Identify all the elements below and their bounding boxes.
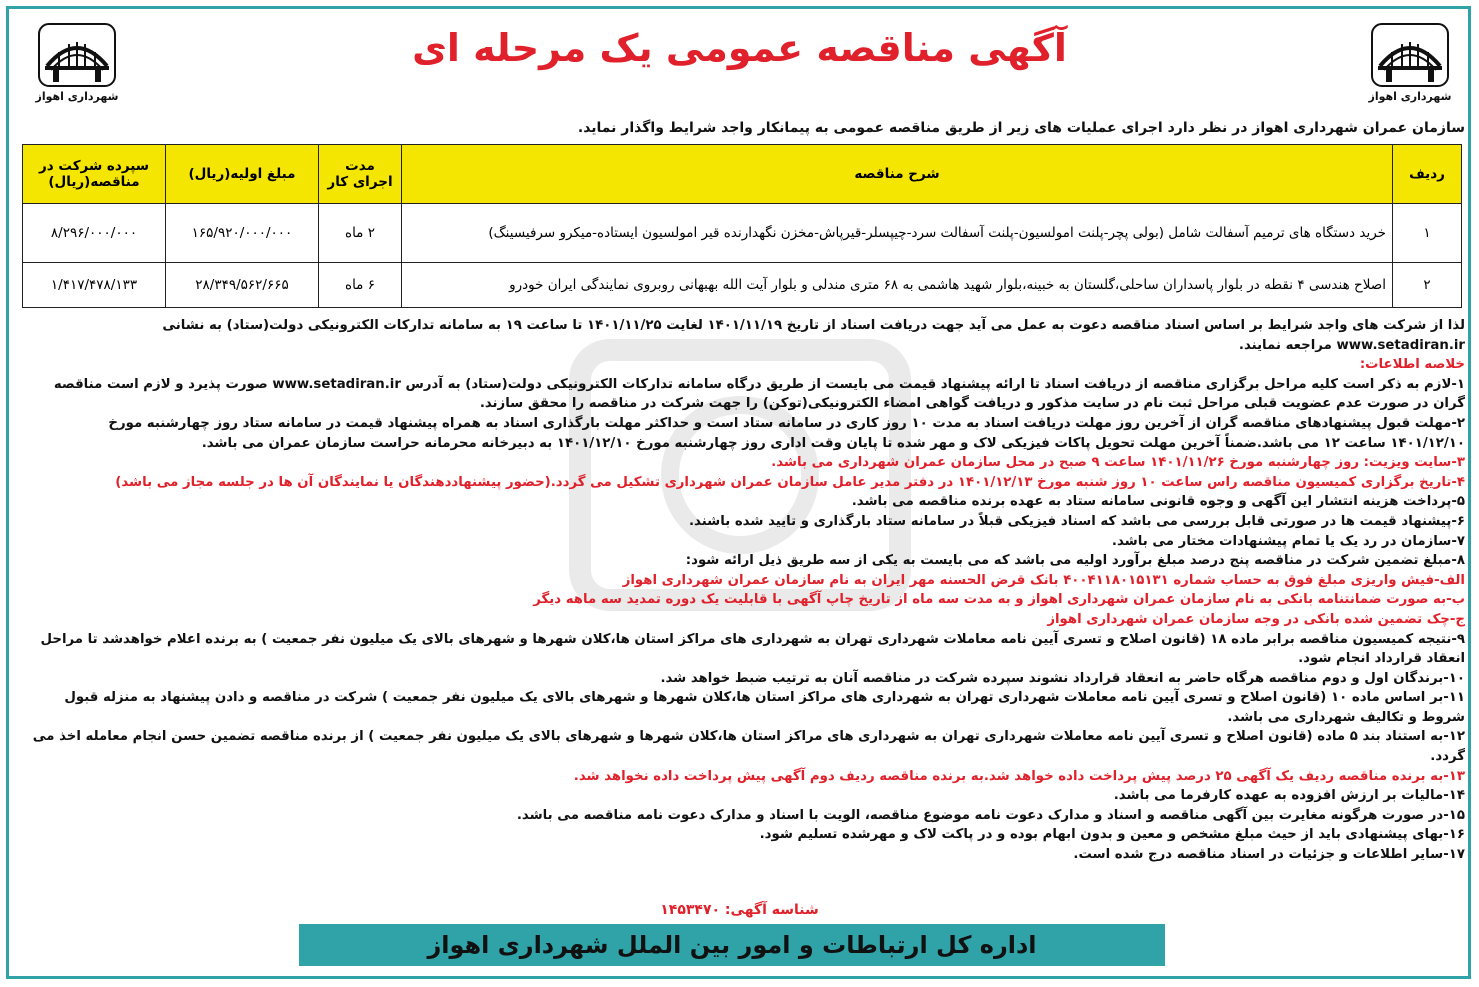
- cell-row-no: ۲: [1393, 263, 1462, 308]
- cell-row-no: ۱: [1393, 204, 1462, 263]
- notice-title: آگهی مناقصه عمومی یک مرحله ای: [412, 26, 1067, 70]
- list-item: ۷-سازمان در رد یک یا تمام پیشنهادات مختار می باشد.: [1111, 533, 1465, 549]
- cell-description: اصلاح هندسی ۴ نقطه در بلوار پاسداران ساحلی،گلستان به خبینه،بلوار شهید هاشمی به ۶۸ متری مندلی و بلوار آیت الله بهبهانی روبروی نمایندگی ایران خودرو: [402, 263, 1393, 308]
- table-row: [23, 204, 1462, 263]
- list-item: ۶-پیشنهاد قیمت ها در صورتی قابل بررسی می باشد که اسناد فیزیکی قبلاً در سامانه ستاد بارگذاری و تایید شده باشند.: [688, 513, 1465, 529]
- cell-duration: ۲ ماه: [319, 204, 402, 263]
- cell-deposit: ۸/۲۹۶/۰۰۰/۰۰۰: [23, 204, 166, 263]
- logo-caption: شهرداری اهواز: [35, 90, 119, 103]
- list-item: ج-چک تضمین شده بانکی در وجه سازمان عمران شهرداری اهواز: [1047, 611, 1465, 627]
- list-item: ۱۷-سایر اطلاعات و جزئیات در اسناد مناقصه درج شده است.: [1073, 847, 1465, 863]
- invite-paragraph: لذا از شرکت های واجد شرایط بر اساس اسناد مناقصه دعوت به عمل می آید جهت دریافت اسناد از تاریخ ۱۴۰۱/۱۱/۱۹ لغایت ۱۴۰۱/۱۱/۲۵ تا ساعت ۱۹ به سامانه تدارکات الکترونیکی دولت(ستاد) به نشانی www.setadiran.ir مراجعه نمایند.: [162, 318, 1465, 353]
- table-row: [23, 263, 1462, 308]
- cell-deposit: ۱/۴۱۷/۴۷۸/۱۳۳: [23, 263, 166, 308]
- list-item: ۹-نتیجه کمیسیون مناقصه برابر ماده ۱۸ (قانون اصلاح و تسری آیین نامه معاملات شهرداری تهران به شهرداری های مراکز استان ها،کلان شهرها و شهرهای بالای یک میلیون نفر جمعیت ) به برنده اعلام خواهدشد تا مراحل انعقاد قرارداد انجام شود.: [40, 631, 1465, 667]
- footer-banner: اداره کل ارتباطات و امور بین الملل شهرداری اهواز: [299, 924, 1165, 966]
- list-item: ۱۴-مالیات بر ارزش افزوده به عهده کارفرما می باشد.: [1113, 788, 1465, 804]
- list-item: ۱۰-برندگان اول و دوم مناقصه هرگاه حاضر به انعقاد قرارداد نشوند سپرده شرکت در مناقصه آنان به ترتیب ضبط خواهد شد.: [660, 670, 1465, 686]
- list-item: ۸-مبلغ تضمین شرکت در مناقصه پنج درصد مبلغ برآورد اولیه می باشد که می بایست به یکی از سه طریق ذیل ارائه شود:: [685, 553, 1465, 569]
- ad-id: شناسه آگهی: ۱۴۵۳۴۷۰: [660, 902, 819, 918]
- header-row-no: ردیف: [1393, 145, 1462, 204]
- list-item: ۱۲-به استناد بند ۵ ماده (قانون اصلاح و تسری آیین نامه معاملات شهرداری تهران به شهرداری های مراکز استان ها،کلان شهرها و شهرهای بالای یک میلیون نفر جمعیت ) از برنده مناقصه تضمین حسن انجام معامله اخذ می گردد.: [32, 729, 1465, 765]
- header-deposit: سپرده شرکت در مناقصه(ریال): [23, 145, 166, 204]
- list-item: ۱۶-بهای پیشنهادی باید از حیث مبلغ مشخص و معین و بدون ابهام بوده و در پاکت لاک و مهرشده تسلیم شود.: [759, 827, 1465, 843]
- intro-text: سازمان عمران شهرداری اهواز در نظر دارد اجرای عملیات های زیر از طریق مناقصه عمومی به پیمانکار واجد شرایط واگذار نماید.: [577, 120, 1465, 136]
- cell-initial-amount: ۱۶۵/۹۲۰/۰۰۰/۰۰۰: [166, 204, 319, 263]
- list-item: ۱۱-بر اساس ماده ۱۰ (قانون اصلاح و تسری آیین نامه معاملات شهرداری تهران به شهرداری های مراکز استان ها،کلان شهرها و شهرهای بالای یک میلیون نفر جمعیت ) شرکت در مناقصه و دادن پیشنهاد به منزله قبول شروط و تکالیف شهرداری می باشد.: [64, 690, 1465, 725]
- list-item: ۵-پرداخت هزینه انتشار این آگهی و وجوه قانونی سامانه ستاد به عهده برنده مناقصه می باشد.: [851, 494, 1465, 510]
- list-item: ۱۳-به برنده مناقصه ردیف یک آگهی ۲۵ درصد پیش پرداخت داده خواهد شد.به برنده مناقصه ردیف دوم آگهی پیش پرداخت داده نخواهد شد.: [573, 768, 1465, 784]
- tender-table: [22, 144, 1462, 308]
- header-description: شرح مناقصه: [402, 145, 1393, 204]
- notice-body: [30, 316, 1465, 865]
- cell-initial-amount: ۲۸/۳۴۹/۵۶۲/۶۶۵: [166, 263, 319, 308]
- list-item: ۲-مهلت قبول پیشنهادهای مناقصه گران از آخرین روز مهلت دریافت اسناد به مدت ۱۰ روز کاری در سامانه ستاد است و حداکثر مهلت بارگذاری اسناد به همراه پیشنهاد قیمت در سامانه ستاد روز چهارشنبه مورخ ۱۴۰۱/۱۲/۱۰ ساعت ۱۲ می باشد.ضمناً آخرین مهلت تحویل پاکات فیزیکی لاک و مهر شده تا پایان وقت اداری روز چهارشنبه مورخ ۱۴۰۱/۱۲/۱۰ به دبیرخانه محرمانه حراست سازمان عمران می باشد.: [108, 415, 1465, 451]
- list-item: ۴-تاریخ برگزاری کمیسیون مناقصه راس ساعت ۱۰ روز شنبه مورخ ۱۴۰۱/۱۲/۱۳ در دفتر مدیر عامل سازمان عمران شهرداری تشکیل می گردد.(حضور پیشنهاددهندگان یا نمایندگان آن ها در جلسه مجاز می باشد): [115, 474, 1465, 490]
- header-initial-amount: مبلغ اولیه(ریال): [166, 145, 319, 204]
- header-duration: مدت اجرای کار: [319, 145, 402, 204]
- list-item: ۳-سایت ویزیت: روز چهارشنبه مورخ ۱۴۰۱/۱۱/۲۶ ساعت ۹ صبح در محل سازمان عمران شهرداری می باشد.: [771, 455, 1465, 471]
- cell-description: خرید دستگاه های ترمیم آسفالت شامل (بولی پچر-پلنت امولسیون-پلنت آسفالت سرد-چیپسلر-قیرپاش-مخزن نگهدارنده قیر امولسیون ایستاده-میکرو سرفیسینگ): [402, 204, 1393, 263]
- list-item: ۱-لازم به ذکر است کلیه مراحل برگزاری مناقصه از دریافت اسناد تا ارائه پیشنهاد قیمت می بایست از طریق درگاه سامانه تدارکات الکترونیکی دولت(ستاد) به آدرس www.setadiran.ir صورت پذیرد و لازم است مناقصه گران در صورت عدم عضویت قبلی مراحل ثبت نام در سایت مذکور و دریافت گواهی امضاء الکترونیکی(توکن) را جهت شرکت در مناقصه را محقق سازند.: [53, 376, 1465, 412]
- cell-duration: ۶ ماه: [319, 263, 402, 308]
- summary-title: خلاصه اطلاعات:: [1359, 357, 1465, 373]
- list-item: الف-فیش واریزی مبلغ فوق به حساب شماره ۴۰۰۴۱۱۸۰۱۵۱۳۱ بانک قرض الحسنه مهر ایران به نام سازمان عمران شهرداری اهواز: [622, 572, 1465, 588]
- conditions-list: [30, 375, 1465, 865]
- list-item: ۱۵-در صورت هرگونه مغایرت بین آگهی مناقصه و اسناد و مدارک دعوت نامه موضوع مناقصه، الویت با اسناد و مدارک دعوت نامه مناقصه می باشد.: [516, 807, 1465, 823]
- list-item: ب-به صورت ضمانتنامه بانکی به نام سازمان عمران شهرداری اهواز و به مدت سه ماه از تاریخ چاپ آگهی با قابلیت یک دوره تمدید سه ماهه دیگر: [533, 592, 1465, 608]
- table-header-row: [23, 145, 1462, 204]
- logo-caption: شهرداری اهواز: [1368, 90, 1452, 103]
